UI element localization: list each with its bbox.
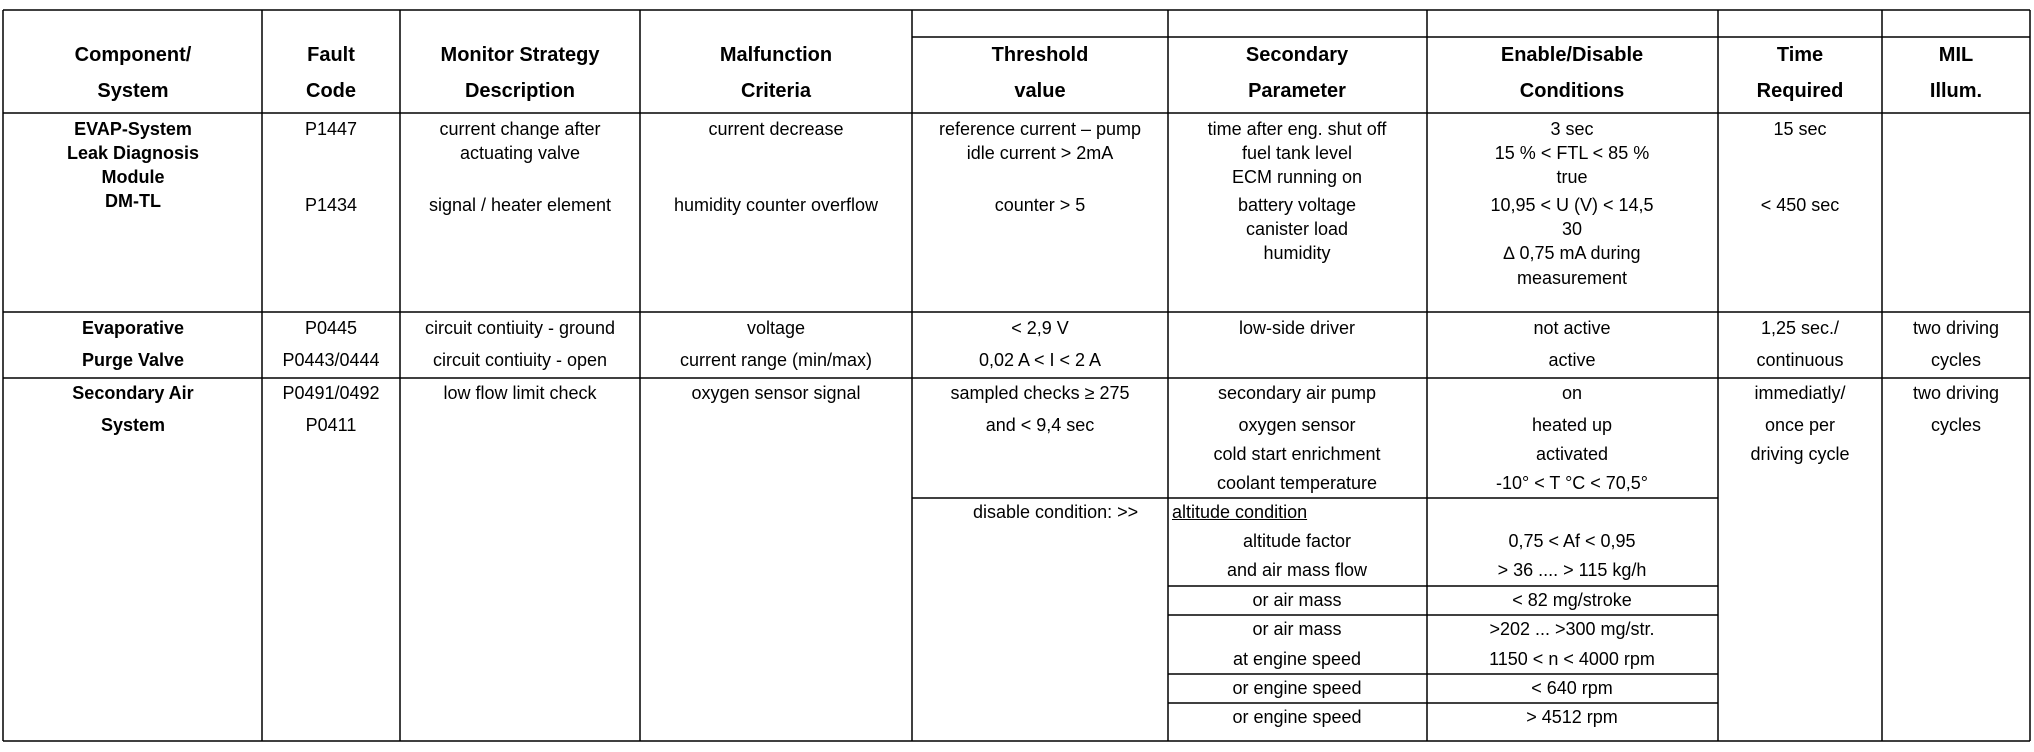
evap-malfunction-text: humidity counter overflow bbox=[673, 195, 879, 215]
header-threshold-line2: value bbox=[1014, 80, 1066, 102]
evap-enable-condition: 15 % < FTL < 85 % bbox=[1494, 143, 1650, 163]
evap-enable-condition: 30 bbox=[1561, 219, 1583, 239]
air-fault-code: P0411 bbox=[305, 415, 357, 435]
air-mil-text: cycles bbox=[1930, 415, 1982, 435]
altitude-value: >202 ... >300 mg/str. bbox=[1489, 619, 1655, 639]
air-monitor-text: low flow limit check bbox=[443, 383, 597, 403]
air-time-required: driving cycle bbox=[1750, 444, 1850, 464]
header-mil-line2: Illum. bbox=[1929, 80, 1983, 102]
evap-secondary-param: fuel tank level bbox=[1241, 143, 1353, 163]
purge-fault-code: P0445 bbox=[304, 318, 358, 338]
air-component-line: Secondary Air bbox=[72, 383, 194, 403]
altitude-param: and air mass flow bbox=[1226, 560, 1368, 580]
evap-component-line: EVAP-System bbox=[74, 119, 192, 139]
evap-threshold-text: reference current – pump bbox=[938, 119, 1142, 139]
evap-malfunction-text: current decrease bbox=[708, 119, 844, 139]
header-component-line2: System bbox=[97, 80, 169, 102]
purge-threshold-text: < 2,9 V bbox=[1011, 318, 1069, 338]
air-component-line: System bbox=[100, 415, 166, 435]
air-enable-condition: heated up bbox=[1531, 415, 1613, 435]
evap-monitor-text: current change after bbox=[439, 119, 601, 139]
header-secondary-line2: Parameter bbox=[1248, 80, 1346, 102]
air-enable-condition: activated bbox=[1535, 444, 1609, 464]
evap-enable-condition: ∆ 0,75 mA during bbox=[1503, 243, 1641, 263]
purge-monitor-text: circuit contiuity - open bbox=[432, 350, 608, 370]
altitude-value: > 36 .... > 115 kg/h bbox=[1497, 560, 1647, 580]
purge-time-required: continuous bbox=[1756, 350, 1844, 370]
purge-malfunction-text: voltage bbox=[746, 318, 806, 338]
air-enable-condition: -10° < T °C < 70,5° bbox=[1495, 473, 1649, 493]
evap-enable-condition: 10,95 < U (V) < 14,5 bbox=[1490, 195, 1654, 215]
purge-enable-condition: active bbox=[1548, 350, 1596, 370]
air-secondary-param: secondary air pump bbox=[1217, 383, 1377, 403]
altitude-param: or air mass bbox=[1252, 619, 1342, 639]
purge-component-line: Evaporative bbox=[81, 318, 185, 338]
purge-component-line: Purge Valve bbox=[81, 350, 185, 370]
altitude-value: 1150 < n < 4000 rpm bbox=[1489, 649, 1655, 669]
purge-mil-text: cycles bbox=[1930, 350, 1982, 370]
header-malfunction-line2: Criteria bbox=[740, 80, 812, 102]
evap-secondary-param: time after eng. shut off bbox=[1207, 119, 1387, 139]
altitude-value: 0,75 < Af < 0,95 bbox=[1508, 531, 1636, 551]
header-secondary-line1: Secondary bbox=[1245, 44, 1349, 66]
evap-monitor-text: actuating valve bbox=[459, 143, 581, 163]
header-monitor-line1: Monitor Strategy bbox=[440, 44, 600, 66]
air-time-required: immediatly/ bbox=[1754, 383, 1846, 403]
altitude-value: < 82 mg/stroke bbox=[1512, 590, 1632, 610]
evap-threshold-text: idle current > 2mA bbox=[966, 143, 1114, 163]
purge-mil-text: two driving bbox=[1912, 318, 2000, 338]
air-malfunction-text: oxygen sensor signal bbox=[691, 383, 861, 403]
purge-secondary-param: low-side driver bbox=[1238, 318, 1356, 338]
evap-fault-code: P1434 bbox=[304, 195, 358, 215]
evap-secondary-param: humidity bbox=[1263, 243, 1331, 263]
header-fault-line2: Code bbox=[306, 80, 356, 102]
evap-time-required: 15 sec bbox=[1773, 119, 1827, 139]
evap-monitor-text: signal / heater element bbox=[428, 195, 612, 215]
header-threshold-line1: Threshold bbox=[991, 44, 1089, 66]
evap-enable-condition: measurement bbox=[1516, 268, 1628, 288]
purge-time-required: 1,25 sec./ bbox=[1760, 318, 1840, 338]
air-enable-condition: on bbox=[1561, 383, 1583, 403]
evap-secondary-param: ECM running on bbox=[1231, 167, 1363, 187]
header-fault-line1: Fault bbox=[307, 44, 355, 66]
header-enable-line2: Conditions bbox=[1519, 80, 1625, 102]
evap-time-required: < 450 sec bbox=[1760, 195, 1840, 215]
altitude-condition-title: altitude condition bbox=[1172, 502, 1308, 522]
altitude-value: > 4512 rpm bbox=[1526, 707, 1618, 727]
evap-secondary-param: canister load bbox=[1245, 219, 1349, 239]
header-enable-line1: Enable/Disable bbox=[1500, 44, 1644, 66]
header-component-line1: Component/ bbox=[74, 44, 192, 66]
evap-fault-code: P1447 bbox=[304, 119, 358, 139]
header-time-line2: Required bbox=[1756, 80, 1844, 102]
evap-secondary-param: battery voltage bbox=[1237, 195, 1357, 215]
air-threshold-text: sampled checks ≥ 275 bbox=[950, 383, 1130, 403]
purge-malfunction-text: current range (min/max) bbox=[679, 350, 873, 370]
air-secondary-param: cold start enrichment bbox=[1213, 444, 1381, 464]
altitude-value: < 640 rpm bbox=[1531, 678, 1613, 698]
purge-enable-condition: not active bbox=[1533, 318, 1611, 338]
air-mil-text: two driving bbox=[1912, 383, 2000, 403]
altitude-param: altitude factor bbox=[1242, 531, 1352, 551]
header-monitor-line2: Description bbox=[464, 80, 576, 102]
purge-monitor-text: circuit contiuity - ground bbox=[424, 318, 616, 338]
air-secondary-param: oxygen sensor bbox=[1238, 415, 1356, 435]
evap-component-line: Leak Diagnosis bbox=[66, 143, 200, 163]
air-fault-code: P0491/0492 bbox=[282, 383, 380, 403]
evap-component-line: Module bbox=[101, 167, 165, 187]
air-secondary-param: coolant temperature bbox=[1216, 473, 1378, 493]
altitude-param: or engine speed bbox=[1232, 707, 1362, 727]
altitude-param: at engine speed bbox=[1232, 649, 1362, 669]
altitude-param: or engine speed bbox=[1232, 678, 1362, 698]
evap-enable-condition: 3 sec bbox=[1550, 119, 1594, 139]
disable-condition-label: disable condition: >> bbox=[973, 502, 1139, 522]
header-malfunction-line1: Malfunction bbox=[719, 44, 833, 66]
header-time-line1: Time bbox=[1776, 44, 1824, 66]
purge-threshold-text: 0,02 A < I < 2 A bbox=[978, 350, 1102, 370]
header-mil-line1: MIL bbox=[1938, 44, 1974, 66]
purge-fault-code: P0443/0444 bbox=[282, 350, 380, 370]
evap-threshold-text: counter > 5 bbox=[994, 195, 1086, 215]
evap-enable-condition: true bbox=[1556, 167, 1588, 187]
air-threshold-text: and < 9,4 sec bbox=[985, 415, 1095, 435]
evap-component-line: DM-TL bbox=[105, 191, 161, 211]
altitude-param: or air mass bbox=[1252, 590, 1342, 610]
air-time-required: once per bbox=[1764, 415, 1836, 435]
